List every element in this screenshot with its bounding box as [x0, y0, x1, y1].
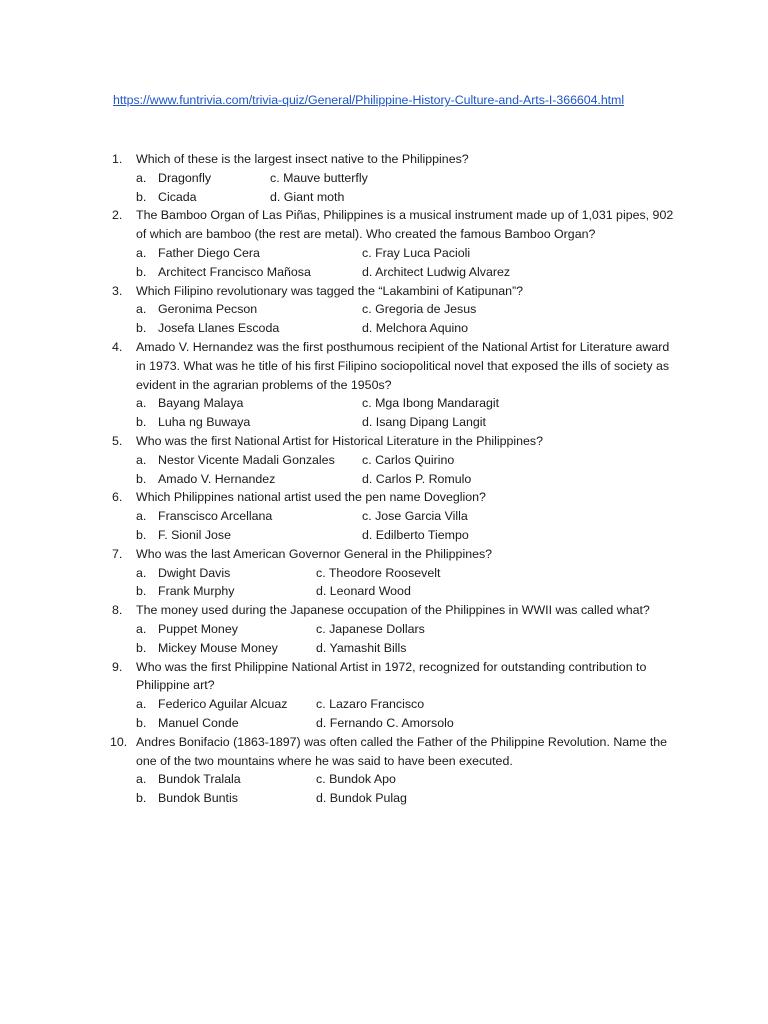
answer-options-row [0, 244, 768, 263]
answer-option: Josefa Llanes Escoda [158, 321, 280, 336]
answer-options-row [0, 188, 768, 207]
option-letter: a. [136, 509, 147, 524]
answer-option: Bayang Malaya [158, 396, 244, 411]
answer-options-row [0, 639, 768, 658]
answer-option: c. Carlos Quirino [362, 452, 455, 467]
answer-option: c. Bundok Apo [316, 772, 396, 787]
answer-options-row [0, 582, 768, 601]
answer-option: d. Bundok Pulag [316, 791, 407, 806]
answer-option: c. Mga Ibong Mandaragit [362, 396, 500, 411]
question-item [0, 601, 768, 657]
answer-option: F. Sionil Jose [158, 527, 231, 542]
answer-options-row [0, 470, 768, 489]
question-number: 3. [112, 283, 123, 298]
question-item [0, 432, 768, 488]
answer-options-row [0, 263, 768, 282]
question-item [0, 206, 768, 281]
answer-option: Amado V. Hernandez [158, 471, 276, 486]
option-letter: a. [136, 697, 147, 712]
question-item [0, 282, 768, 338]
answer-option: d. Carlos P. Romulo [362, 471, 472, 486]
option-letter: b. [136, 189, 147, 204]
question-number: 2. [112, 208, 123, 223]
answer-options-row [0, 620, 768, 639]
option-letter: b. [136, 584, 147, 599]
answer-options-row [0, 526, 768, 545]
option-letter: a. [136, 302, 147, 317]
option-letter: b. [136, 715, 147, 730]
question-item [0, 150, 768, 206]
answer-options-row [0, 413, 768, 432]
answer-option: Puppet Money [158, 621, 238, 636]
answer-option: Geronima Pecson [158, 302, 258, 317]
answer-options-row [0, 394, 768, 413]
answer-option: Luha ng Buwaya [158, 415, 251, 430]
question-number: 4. [112, 339, 123, 354]
option-letter: b. [136, 640, 147, 655]
option-letter: b. [136, 415, 147, 430]
option-letter: b. [136, 264, 147, 279]
answer-option: c. Mauve butterfly [270, 170, 368, 185]
option-letter: a. [136, 170, 147, 185]
answer-option: Frank Murphy [158, 584, 235, 599]
question-number: 8. [112, 603, 123, 618]
answer-option: Bundok Tralala [158, 772, 241, 787]
answer-options-row [0, 507, 768, 526]
question-text: Which of these is the largest insect native to the Philippines? [136, 152, 469, 166]
answer-option: Federico Aguilar Alcuaz [158, 697, 288, 712]
question-text: Andres Bonifacio (1863-1897) was often called the Father of the Philippine Revolution. Name the one of the two mountains where he was said to have been executed. [136, 734, 668, 768]
answer-option: c. Gregoria de Jesus [362, 302, 477, 317]
answer-option: Dwight Davis [158, 565, 231, 580]
option-letter: b. [136, 321, 147, 336]
answer-option: d. Yamashit Bills [316, 640, 407, 655]
answer-option: c. Theodore Roosevelt [316, 565, 441, 580]
option-letter: b. [136, 471, 147, 486]
question-text: Who was the last American Governor General in the Philippines? [136, 546, 493, 561]
option-letter: a. [136, 565, 147, 580]
answer-option: d. Melchora Aquino [362, 321, 469, 336]
answer-options-row [0, 564, 768, 583]
answer-option: Franscisco Arcellana [158, 509, 273, 524]
question-item [0, 488, 768, 544]
option-letter: b. [136, 527, 147, 542]
question-text: Amado V. Hernandez was the first posthumous recipient of the National Artist for Literature award in 1973. What was he title of his first Filipino sociopolitical novel that exposed the ills of society as evident in the agrarian problems of the 1950s? [136, 339, 670, 392]
answer-option: Manuel Conde [158, 715, 239, 730]
question-item [0, 658, 768, 733]
option-letter: b. [136, 791, 147, 806]
question-number: 6. [112, 490, 123, 505]
answer-option: d. Fernando C. Amorsolo [316, 715, 454, 730]
question-text: Who was the first National Artist for Historical Literature in the Philippines? [136, 433, 544, 448]
question-text: The Bamboo Organ of Las Piñas, Philippines is a musical instrument made up of 1,031 pipes, 902 of which are bamboo (the rest are metal). Who created the famous Bamboo Organ? [136, 208, 674, 242]
option-letter: a. [136, 621, 147, 636]
question-text: Which Philippines national artist used the pen name Doveglion? [136, 490, 486, 505]
question-number: 9. [112, 659, 123, 674]
answer-options-row [0, 770, 768, 789]
answer-option: Architect Francisco Mañosa [158, 264, 311, 279]
answer-options-row [0, 169, 768, 188]
answer-option: d. Giant moth [270, 189, 345, 204]
source-url-link[interactable]: https://www.funtrivia.com/trivia-quiz/General/Philippine-History-Culture-and-Arts-I-366604.html [113, 93, 625, 107]
question-number: 7. [112, 546, 123, 561]
question-number: 10. [110, 734, 128, 749]
answer-option: c. Jose Garcia Villa [362, 509, 468, 524]
answer-option: c. Lazaro Francisco [316, 697, 425, 712]
answer-option: d. Leonard Wood [316, 584, 411, 599]
answer-option: Bundok Buntis [158, 791, 238, 806]
answer-option: c. Japanese Dollars [316, 621, 425, 636]
answer-option: Father Diego Cera [158, 245, 260, 260]
option-letter: a. [136, 452, 147, 467]
question-item [0, 545, 768, 601]
question-text: Which Filipino revolutionary was tagged the “Lakambini of Katipunan”? [136, 283, 524, 298]
answer-option: d. Architect Ludwig Alvarez [362, 264, 511, 279]
answer-options-row [0, 789, 768, 808]
question-item [0, 733, 768, 808]
question-text: The money used during the Japanese occupation of the Philippines in WWII was called what? [136, 603, 650, 618]
option-letter: a. [136, 772, 147, 787]
answer-options-row [0, 319, 768, 338]
answer-options-row [0, 695, 768, 714]
answer-option: d. Edilberto Tiempo [362, 527, 469, 542]
question-number: 1. [112, 152, 123, 166]
question-item [0, 338, 768, 432]
answer-option: c. Fray Luca Pacioli [362, 245, 471, 260]
answer-option: Cicada [158, 189, 197, 204]
answer-option: Mickey Mouse Money [158, 640, 278, 655]
answer-options-row [0, 714, 768, 733]
answer-options-row [0, 451, 768, 470]
question-text: Who was the first Philippine National Artist in 1972, recognized for outstanding contribution to Philippine art? [136, 659, 647, 693]
quiz-question-list [0, 150, 768, 808]
option-letter: a. [136, 396, 147, 411]
question-number: 5. [112, 433, 123, 448]
answer-option: d. Isang Dipang Langit [362, 415, 486, 430]
option-letter: a. [136, 245, 147, 260]
answer-options-row [0, 300, 768, 319]
answer-option: Dragonfly [158, 170, 212, 185]
answer-option: Nestor Vicente Madali Gonzales [158, 452, 335, 467]
